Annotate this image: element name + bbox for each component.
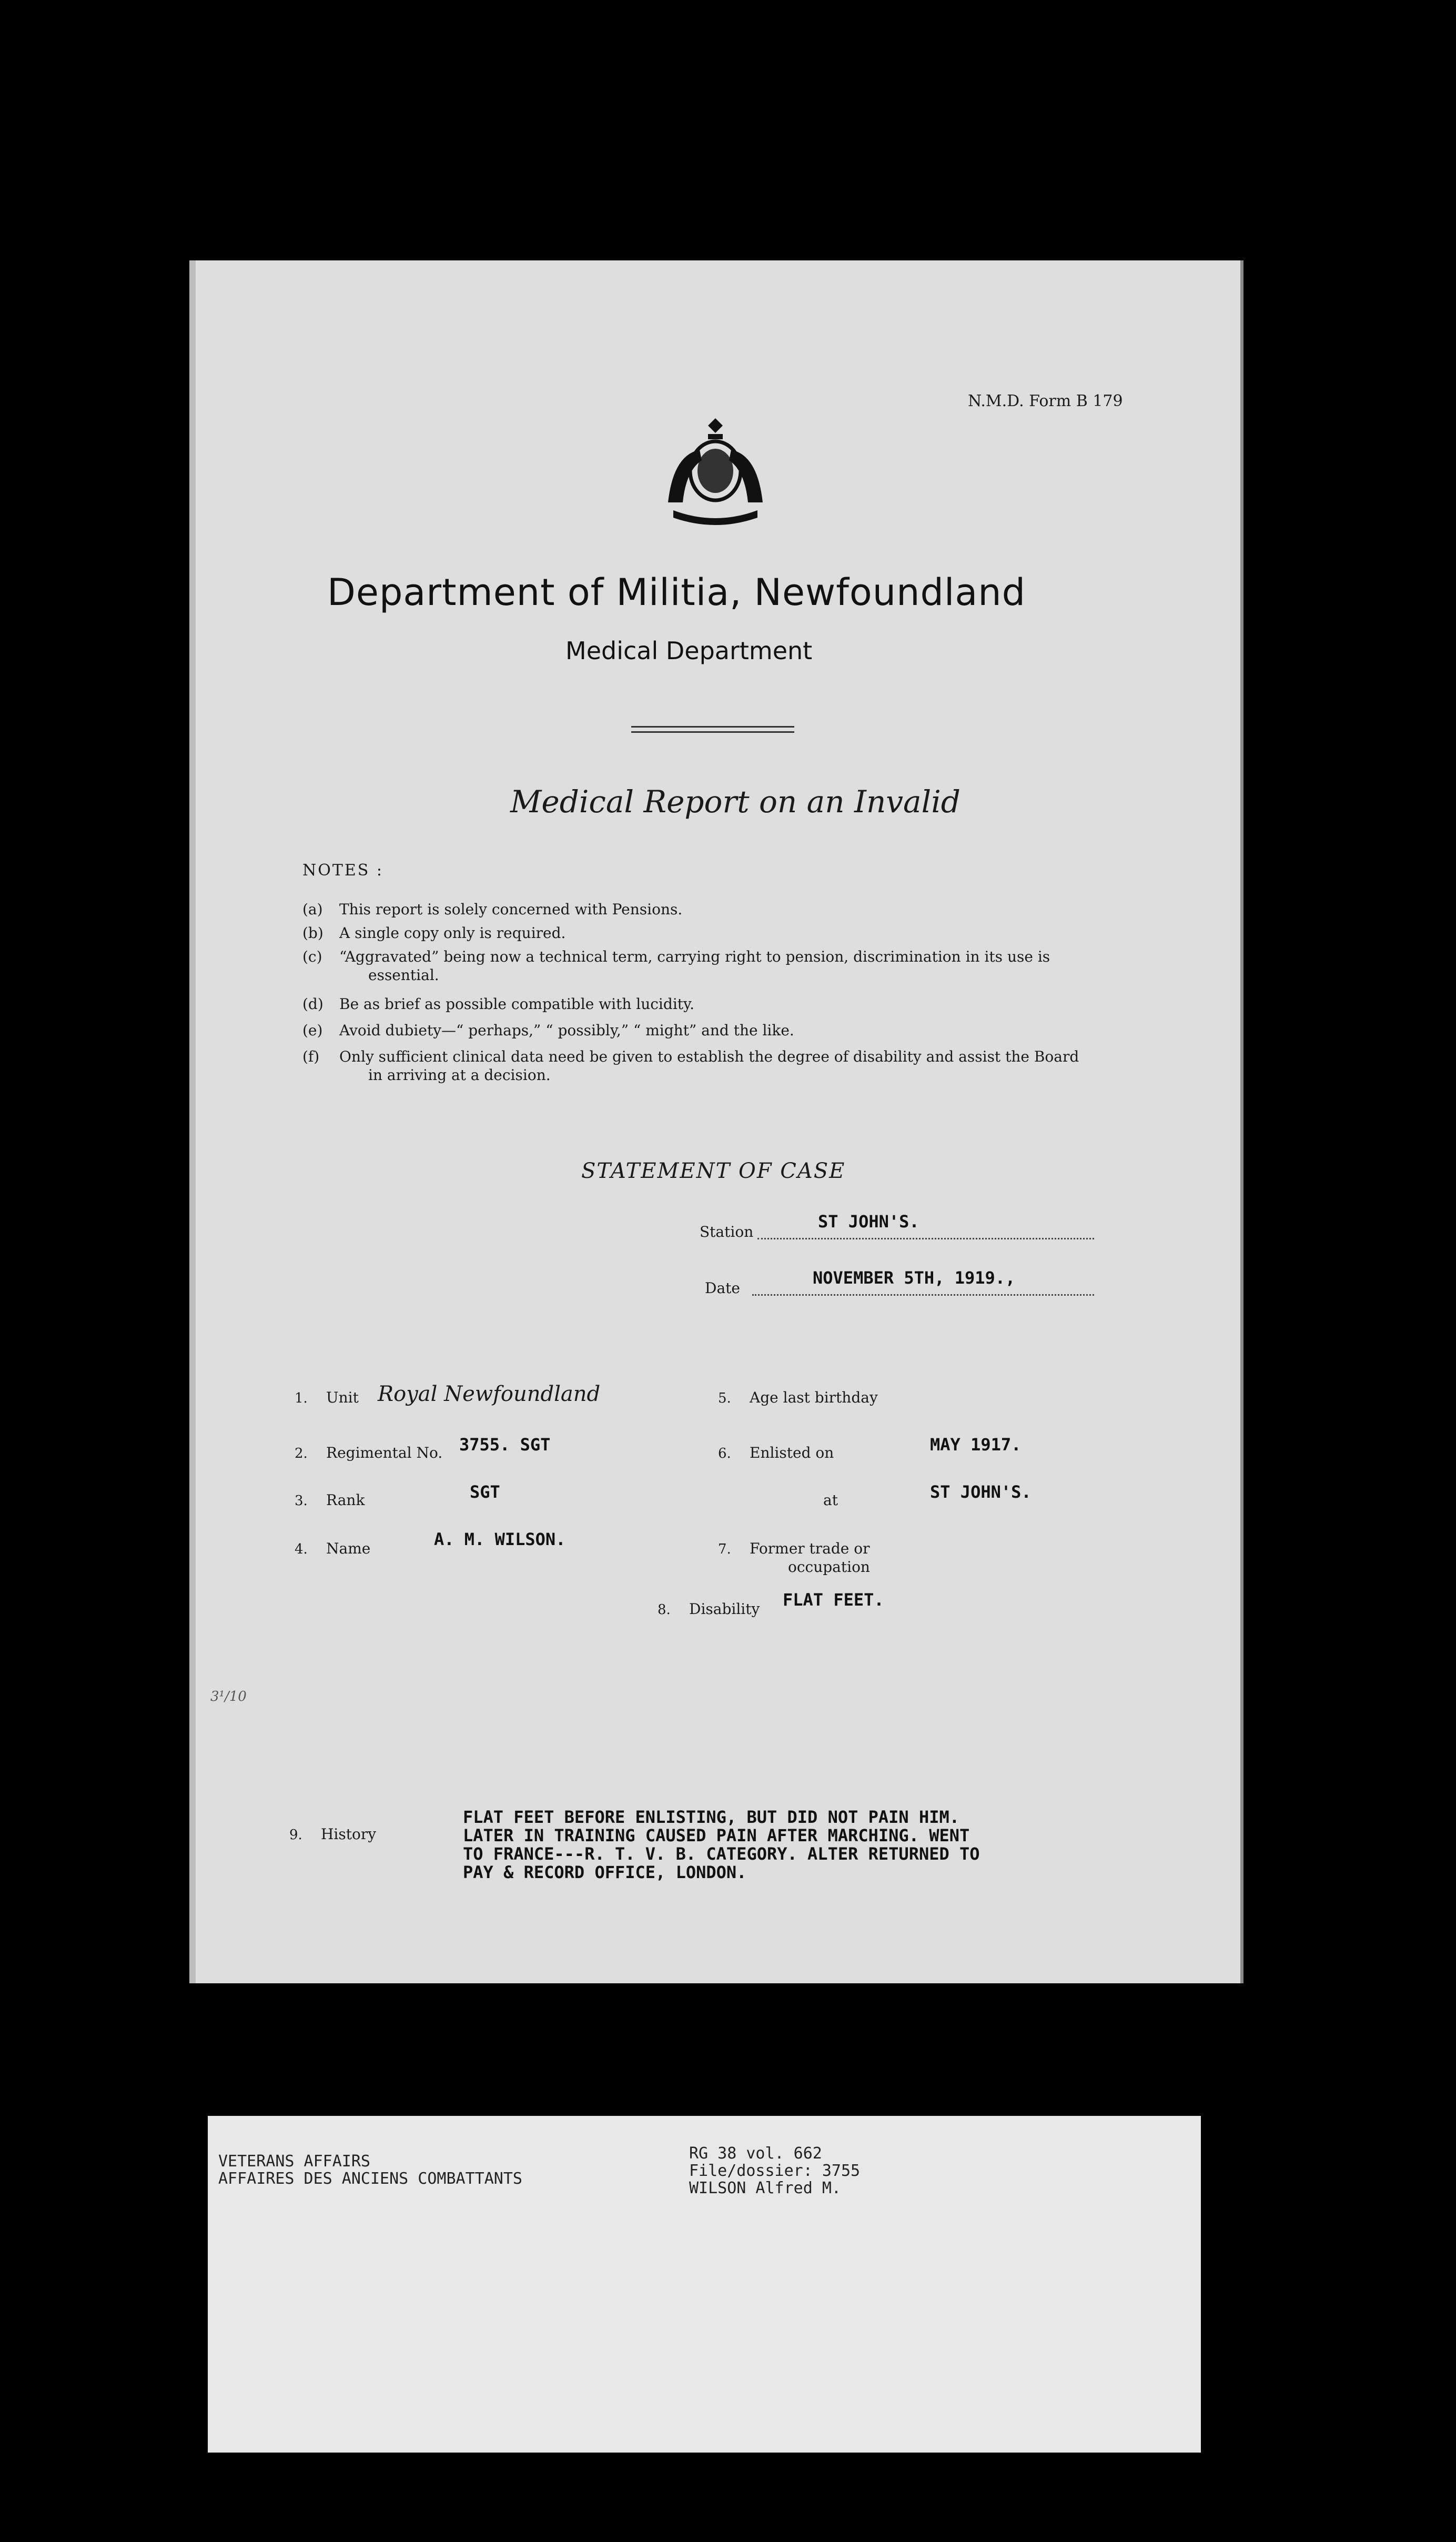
archive-person-name: WILSON Alfred M. <box>689 2179 841 2197</box>
note-f-continued: in arriving at a decision. <box>368 1066 551 1084</box>
archive-label-card <box>208 2116 1201 2453</box>
form-number: N.M.D. Form B 179 <box>968 392 1123 410</box>
station-line <box>757 1238 1094 1239</box>
note-c: (c) “Aggravated” being now a technical term, carrying right to pension, discrimination in its use is <box>302 948 1050 965</box>
at-label: at <box>823 1491 838 1509</box>
medical-report-page <box>189 260 1240 1983</box>
page-edge <box>189 260 196 1983</box>
rank-label: 3. Rank <box>295 1491 365 1509</box>
former-trade-label: 7. Former trade or <box>718 1540 870 1557</box>
history-line-2: LATER IN TRAINING CAUSED PAIN AFTER MARCHING. WENT <box>463 1825 970 1845</box>
regimental-number-label: 2. Regimental No. <box>295 1444 443 1461</box>
rank-value: SGT <box>470 1482 500 1502</box>
station-label: Station <box>700 1223 754 1240</box>
notes-heading: NOTES : <box>302 861 383 880</box>
margin-note: 3¹/10 <box>210 1689 247 1704</box>
note-f: (f) Only sufficient clinical data need be given to establish the degree of disability and assist the Board <box>302 1048 1079 1065</box>
at-value: ST JOHN'S. <box>930 1482 1032 1502</box>
archive-file-number: File/dossier: 3755 <box>689 2162 861 2180</box>
department-subtitle: Medical Department <box>565 637 813 665</box>
unit-value: Royal Newfoundland <box>378 1382 601 1406</box>
archive-agency-fr: AFFAIRES DES ANCIENS COMBATTANTS <box>218 2170 522 2188</box>
station-value: ST JOHN'S. <box>818 1212 919 1232</box>
note-b: (b) A single copy only is required. <box>302 924 566 942</box>
archive-volume: RG 38 vol. 662 <box>689 2144 822 2163</box>
disability-value: FLAT FEET. <box>783 1590 884 1610</box>
date-value: NOVEMBER 5TH, 1919., <box>813 1268 1016 1288</box>
note-c-continued: essential. <box>368 966 439 984</box>
name-value: A. M. WILSON. <box>434 1529 566 1549</box>
enlisted-value: MAY 1917. <box>930 1435 1022 1455</box>
unit-label: 1. Unit <box>295 1389 359 1406</box>
note-e: (e) Avoid dubiety—“ perhaps,” “ possibly,” “ might” and the like. <box>302 1022 794 1039</box>
divider-bottom <box>631 731 794 733</box>
divider-top <box>631 726 794 728</box>
department-title: Department of Militia, Newfoundland <box>327 571 1026 614</box>
disability-label: 8. Disability <box>658 1600 760 1618</box>
date-label: Date <box>705 1279 740 1297</box>
enlisted-label: 6. Enlisted on <box>718 1444 834 1461</box>
history-line-1: FLAT FEET BEFORE ENLISTING, BUT DID NOT PAIN HIM. <box>463 1807 960 1827</box>
report-title: Medical Report on an Invalid <box>510 784 960 820</box>
name-label: 4. Name <box>295 1540 371 1557</box>
note-d: (d) Be as brief as possible compatible with lucidity. <box>302 995 695 1013</box>
history-label: 9. History <box>289 1825 377 1843</box>
statement-heading: STATEMENT OF CASE <box>581 1159 846 1183</box>
archive-agency-en: VETERANS AFFAIRS <box>218 2152 370 2171</box>
regimental-number-value: 3755. SGT <box>459 1435 551 1455</box>
royal-coat-of-arms-icon <box>652 413 778 529</box>
history-line-3: TO FRANCE---R. T. V. B. CATEGORY. ALTER RETURNED TO <box>463 1844 980 1864</box>
age-label: 5. Age last birthday <box>718 1389 878 1406</box>
occupation-label: occupation <box>788 1558 870 1576</box>
note-a: (a) This report is solely concerned with Pensions. <box>302 901 683 918</box>
date-line <box>752 1294 1094 1296</box>
history-line-4: PAY & RECORD OFFICE, LONDON. <box>463 1862 747 1882</box>
